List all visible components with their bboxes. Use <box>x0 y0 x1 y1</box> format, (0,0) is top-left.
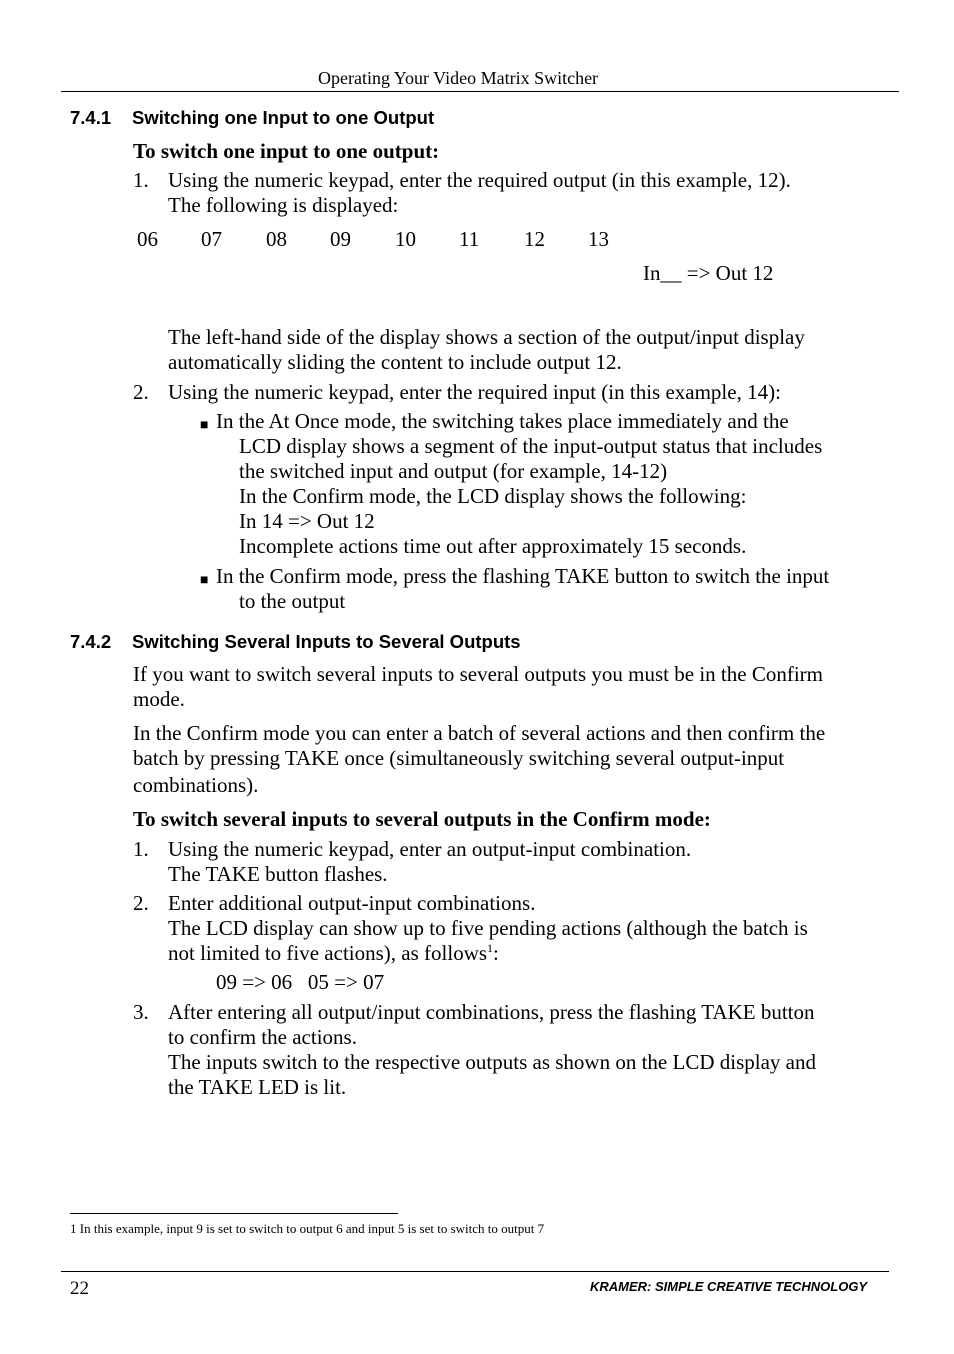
bullet-text: In the At Once mode, the switching takes place immediately and the <box>216 409 789 433</box>
display-output-number: 11 <box>459 227 480 251</box>
paragraph-line: automatically sliding the content to include output 12. <box>168 350 622 374</box>
step-text: The following is displayed: <box>168 193 399 217</box>
header-rule <box>61 91 899 92</box>
step-text: Enter additional output-input combinations. <box>168 891 536 915</box>
section-title: Switching one Input to one Output <box>132 107 435 128</box>
footnote-reference: 1 <box>487 941 494 955</box>
step-number: 1. <box>133 837 149 861</box>
footnote-rule <box>70 1213 398 1214</box>
paragraph-line: If you want to switch several inputs to several outputs you must be in the Confirm <box>133 662 823 686</box>
section-number: 7.4.2 <box>70 631 112 652</box>
footnote-number: 1 <box>70 1221 77 1236</box>
step-text-segment: not limited to five actions), as follows <box>168 941 488 965</box>
display-output-number: 09 <box>330 227 351 251</box>
bullet-text: In the Confirm mode, the LCD display shows the following: <box>239 484 747 508</box>
procedure-heading: To switch several inputs to several outputs in the Confirm mode: <box>133 807 711 831</box>
paragraph-line: The left-hand side of the display shows a section of the output/input display <box>168 325 805 349</box>
display-output-number: 10 <box>395 227 416 251</box>
page-number: 22 <box>70 1278 89 1299</box>
step-text-segment: : <box>493 941 499 965</box>
bullet-text: Incomplete actions time out after approximately 15 seconds. <box>239 534 747 558</box>
step-text: Using the numeric keypad, enter an output-input combination. <box>168 837 692 861</box>
step-text: Using the numeric keypad, enter the required output (in this example, 12). <box>168 168 791 192</box>
bullet-text: LCD display shows a segment of the input-output status that includes <box>239 434 823 458</box>
footnote-text: In this example, input 9 is set to switch to output 6 and input 5 is set to switch to output 7 <box>79 1221 545 1236</box>
lcd-example: 09 => 06 05 => 07 <box>216 970 385 994</box>
paragraph-line: batch by pressing TAKE once (simultaneously switching several output-input <box>133 746 785 770</box>
step-text: Using the numeric keypad, enter the required input (in this example, 14): <box>168 380 781 404</box>
display-output-number: 08 <box>266 227 287 251</box>
step-number: 3. <box>133 1000 149 1024</box>
footnote <box>70 1221 544 1237</box>
display-output-number: 12 <box>524 227 545 251</box>
bullet-icon: ■ <box>200 573 209 588</box>
display-output-number: 07 <box>201 227 222 251</box>
step-text: the TAKE LED is lit. <box>168 1075 347 1099</box>
section-number: 7.4.1 <box>70 107 112 128</box>
bullet-text: the switched input and output (for example, 14-12) <box>239 459 668 483</box>
section-title: Switching Several Inputs to Several Outputs <box>132 631 521 652</box>
footer-brand: KRAMER: SIMPLE CREATIVE TECHNOLOGY <box>590 1279 868 1294</box>
footer-rule <box>61 1271 889 1272</box>
display-status: In__ => Out 12 <box>643 261 774 285</box>
bullet-text: In 14 => Out 12 <box>239 509 375 533</box>
bullet-icon: ■ <box>200 418 209 433</box>
step-text: The inputs switch to the respective outputs as shown on the LCD display and <box>168 1050 816 1074</box>
bullet-text: In the Confirm mode, press the flashing TAKE button to switch the input <box>216 564 830 588</box>
step-number: 1. <box>133 168 149 192</box>
section-heading-7-4-1 <box>70 107 434 129</box>
section-heading-7-4-2 <box>70 631 521 653</box>
procedure-heading: To switch one input to one output: <box>133 139 440 163</box>
paragraph-line: mode. <box>133 687 185 711</box>
running-header: Operating Your Video Matrix Switcher <box>318 68 599 88</box>
step-number: 2. <box>133 380 149 404</box>
step-number: 2. <box>133 891 149 915</box>
step-text: to confirm the actions. <box>168 1025 357 1049</box>
bullet-text: to the output <box>239 589 346 613</box>
display-output-number: 13 <box>588 227 609 251</box>
step-text: The TAKE button flashes. <box>168 862 388 886</box>
step-text: The LCD display can show up to five pending actions (although the batch is <box>168 916 808 940</box>
paragraph-line: In the Confirm mode you can enter a batch of several actions and then confirm the <box>133 721 826 745</box>
step-text <box>168 941 499 966</box>
step-text: After entering all output/input combinations, press the flashing TAKE button <box>168 1000 815 1024</box>
paragraph-line: combinations). <box>133 773 259 797</box>
display-output-number: 06 <box>137 227 158 251</box>
